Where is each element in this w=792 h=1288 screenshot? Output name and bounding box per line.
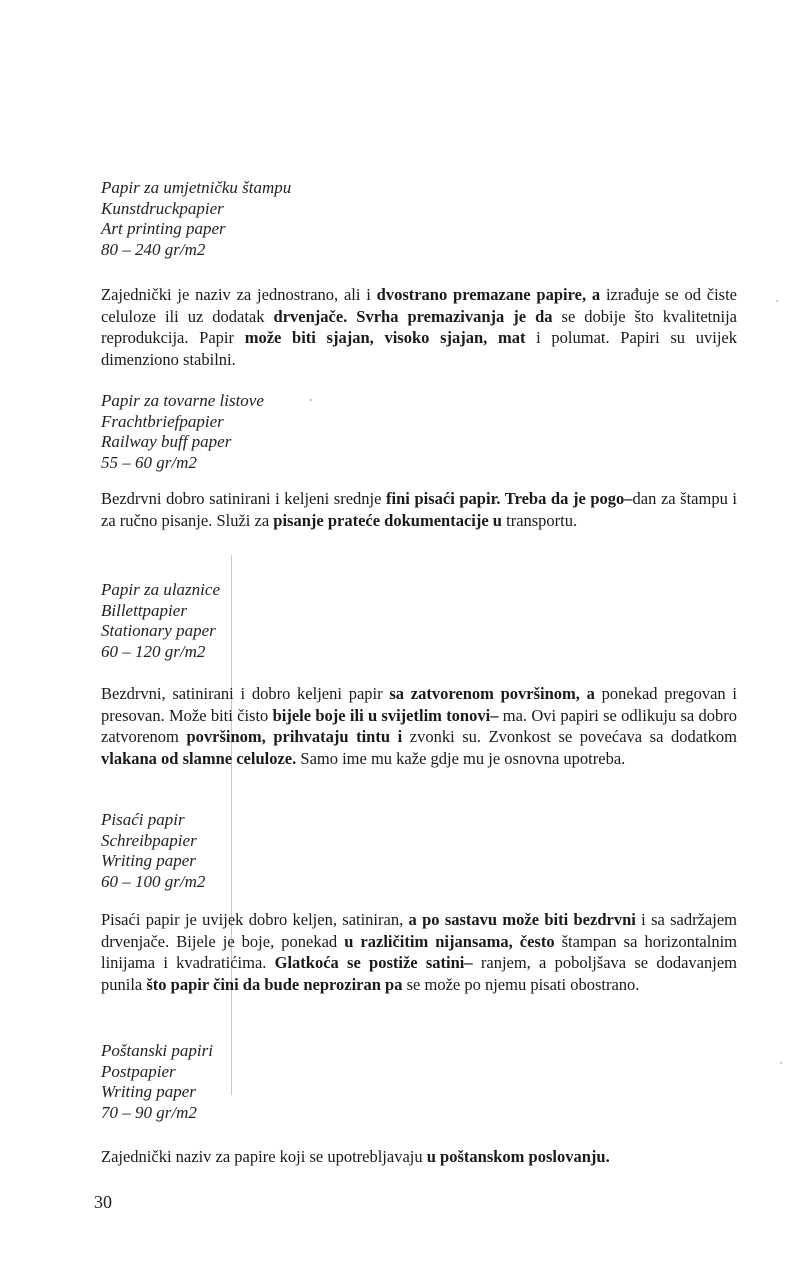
entry-heading [101,178,501,260]
emphasized-text: Glatkoća se postiže satini– [274,953,473,972]
term-grammage: 80 – 240 gr/m2 [101,239,206,259]
emphasized-text: u poštanskom poslovanju. [426,1147,610,1166]
term-bosnian: Papir za tovarne listove [101,391,264,410]
body-text: zvonki su. Zvonkost se povećava sa dodatkom [402,727,737,746]
entry-heading [101,391,501,473]
term-bosnian: Papir za umjetničku štampu [101,178,292,197]
entry-heading [101,580,501,662]
term-german: Frachtbriefpapier [101,411,224,431]
body-text: se može po njemu pisati obostrano. [402,974,640,994]
term-german: Billettpapier [101,600,187,620]
body-text: dan za štampu i za ručno pisanje. Služi za [101,489,738,530]
emphasized-text: pisanje prateće dokumentacije u [273,510,502,530]
body-text: ponekad pregovan i presovan. Može biti čisto [101,684,738,725]
body-text: Samo ime mu kaže gdje mu je osnovna upotreba. [296,748,626,768]
body-text: Bezdrvni dobro satinirani i keljeni srednje [101,489,387,508]
body-text: Zajednički je naziv za jednostrano, ali i [101,285,377,304]
term-english: Railway buff paper [101,432,232,451]
page-number: 30 [94,1192,112,1212]
entry-description [101,909,737,995]
body-text: štampan sa horizontalnim linijama i kvadratićima. [101,931,738,972]
body-text: Pisaći papir je uvijek dobro keljen, satiniran, [101,910,409,929]
term-bosnian: Poštanski papiri [101,1041,213,1060]
scan-speck [310,399,312,401]
entry-description [101,683,737,769]
term-german: Schreibpapier [101,830,197,850]
term-german: Postpapier [101,1061,176,1081]
term-grammage: 70 – 90 gr/m2 [101,1102,197,1122]
term-english: Stationary paper [101,621,216,640]
term-german: Kunstdruckpapier [101,198,224,218]
entry-heading [101,1041,501,1123]
emphasized-text: što papir čini da bude neproziran pa [146,974,403,994]
term-grammage: 60 – 120 gr/m2 [101,641,206,661]
body-text: se dobije što kvalitetnija reprodukcija. Papir [101,306,737,347]
emphasized-text: dvostrano premazane papire, a [376,285,601,304]
entry-heading [101,810,501,892]
term-english: Writing paper [101,1082,196,1101]
body-text: Zajednički naziv za papire koji se upotrebljavaju [101,1147,427,1166]
emphasized-text: u različitim nijansama, često [344,931,555,951]
term-grammage: 60 – 100 gr/m2 [101,871,206,891]
body-text: i sa sadržajem drvenjače. Bijele je boje, ponekad [101,910,738,951]
emphasized-text: a po sastavu može biti bezdrvni [408,910,636,929]
body-text: ranjem, a poboljšava se dodavanjem punila [101,953,737,994]
body-text: izrađuje se od čiste celuloze ili uz dodatak [101,285,737,326]
body-text: ma. Ovi papiri se odlikuju sa dobro zatvorenom [101,705,737,746]
term-bosnian: Pisaći papir [101,810,185,829]
term-bosnian: Papir za ulaznice [101,580,220,599]
emphasized-text: vlakana od slamne celuloze. [101,748,297,768]
emphasized-text: drvenjače. Svrha premazivanja je da [273,306,553,326]
scan-speck [776,300,778,302]
emphasized-text: površinom, prihvataju tintu i [186,727,403,746]
emphasized-text: sa zatvorenom površinom, a [389,684,595,703]
body-text: Bezdrvni, satinirani i dobro keljeni papir [101,684,390,703]
entry-description [101,488,737,531]
entry-description [101,284,737,370]
emphasized-text: bijele boje ili u svijetlim tonovi– [272,705,499,725]
emphasized-text: može biti sjajan, visoko sjajan, mat [244,328,526,347]
scan-speck [780,1062,782,1064]
entry-description [101,1146,737,1168]
term-english: Writing paper [101,851,196,870]
body-text: transportu. [501,510,578,530]
term-grammage: 55 – 60 gr/m2 [101,452,197,472]
emphasized-text: fini pisaći papir. Treba da je pogo– [386,489,633,508]
term-english: Art printing paper [101,219,226,238]
body-text: i polumat. Papiri su uvijek dimenziono stabilni. [101,328,737,369]
